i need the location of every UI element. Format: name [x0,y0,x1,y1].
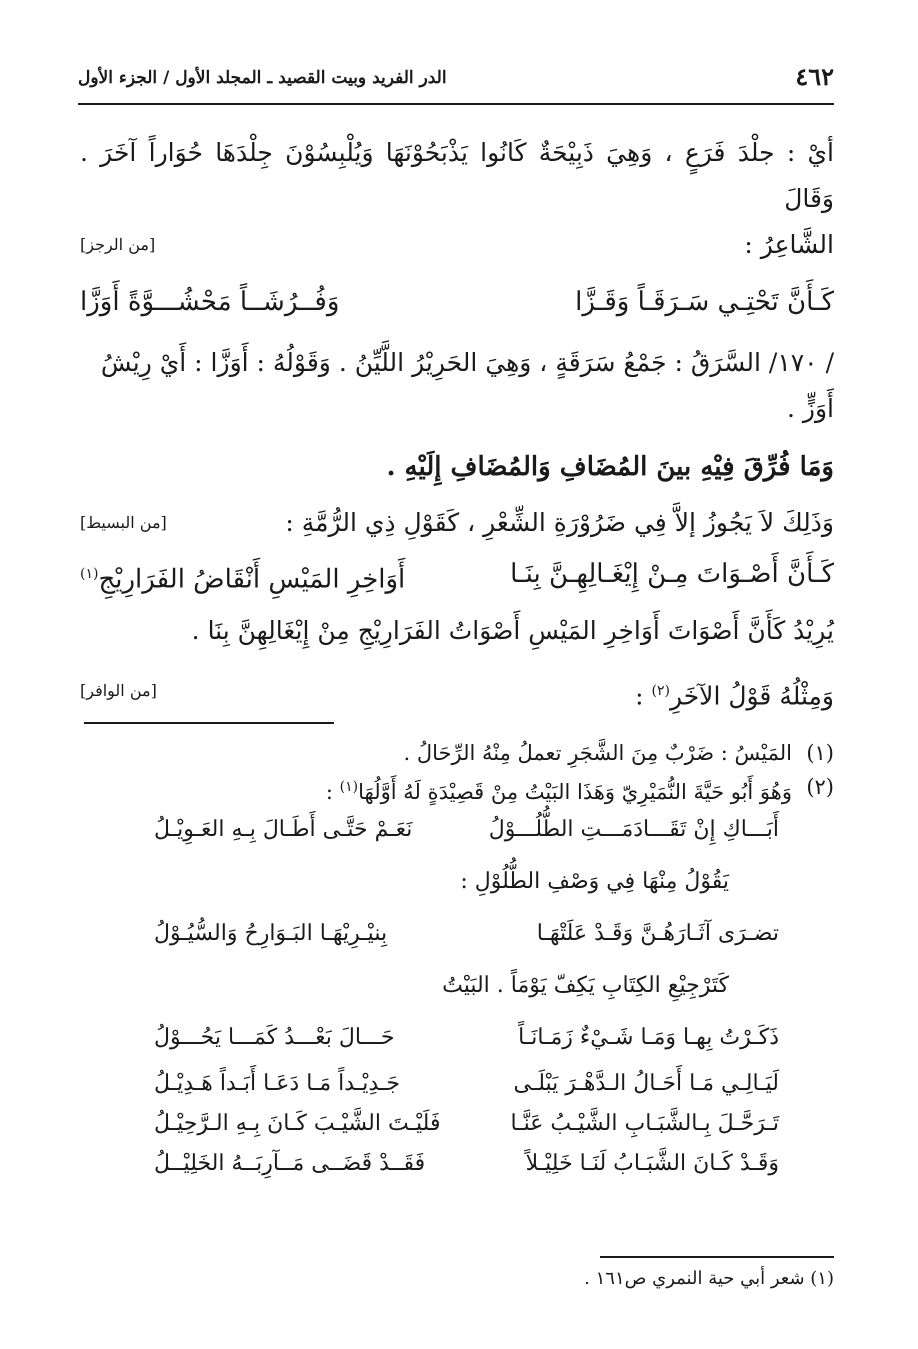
main-text [80,130,834,714]
footnote-rule [84,722,334,724]
paragraph-line: وَمِثْلُهُ قَوْلُ الآخَرِ$^{(٢)}$ : [من الوافر] [80,668,834,714]
footnote-prose: يَقُوْلُ مِنْهَا فِي وَصْفِ الطُّلُوْلِ : [460,869,729,894]
paragraph-line: يُرِيْدُ كَأَنَّ أَصْوَاتَ أَوَاخِرِ المَيْسِ أَصْوَاتُ الفَرَارِيْجِ مِنْ إِيْغَالِهِنَّ بِنَا . [191,616,834,645]
verse-line [80,274,834,330]
paragraph-line: وَذَلِكَ لاَ يَجُوزُ إلاَّ فِي ضَرُوْرَةِ الشِّعْرِ ، كَقَوْلِ ذِي الرُّمَّةِ : [من البسيط] [80,500,834,546]
page-header [78,60,834,100]
footnote-marker: (١) [80,566,99,582]
footnote-verse: تَـرَحَّـلَ بِـالشَّبَـابِ الشَّيْـبُ عَنَّـا فَلَيْـتَ الشَّيْـبَ كَـانَ بِـهِ الـرَّحِيْـلُ [154,1111,779,1136]
paragraph: / ١٧٠/ السَّرَقُ : جَمْعُ سَرَقَةٍ ، وَهِيَ الحَرِيْرُ اللَّيِّنُ . وَقَوْلُهُ : أَوَزَّا : أَيْ رِيْشُ [100,348,834,377]
footnote-marker: (١) [339,779,359,795]
footnote-verse: ذَكَـرْتُ بِهـا وَمَـا شَـيْءٌ زَمَـانَـاً حَـــالَ بَعْـــدُ كَمَـــا يَحُـــوْلُ [154,1025,779,1050]
paragraph-line: الشَّاعِرُ : [من الرجز] [80,222,834,268]
section-heading: وَمَا فُرِّقَ فِيْهِ بينَ المُضَافِ وَالمُضَافِ إِلَيْهِ . [386,452,834,482]
paragraph-line: أَوَزٍّ . [787,394,834,423]
header-rule [78,103,834,105]
verse-line [80,546,834,602]
footnote-verse: وَقَـدْ كَـانَ الشَّبَـابُ لَنَـا خَلِيْـلاً فَقَــدْ قَضَــى مَــآرِبَــهُ الخَلِيْــلُ [154,1151,779,1176]
verse-hemistich-first: كَـأَنَّ أَصْـوَاتَ مِـنْ إِيْغَـالِهِـنَّ بِنَـا [510,559,834,589]
footnote: (٢) وَهُوَ أَبُو حَيَّةَ النُّمَيْرِيّ وَهَذَا البَيْتُ مِنْ قَصِيْدَةٍ لَهُ أَوَّلُهَا$^{(١)}$ : [84,770,834,804]
subfootnote: (١) شعر أبي حية النمري ص١٦١ . [584,1268,834,1289]
footnote-number: (٢) [806,775,834,799]
verse-hemistich-second: أَوَاخِرِ المَيْسِ أَنْقَاضُ الفَرَارِيْجِ$^{(١)}$ [80,564,406,595]
meter-label: [من البسيط] [80,513,167,532]
footnote-prose: كَتَرْجِيْعِ الكِتَابِ يَكِفّ يَوْمَاً . البَيْتُ [442,973,729,998]
meter-label: [من الوافر] [80,681,157,700]
meter-label: [من الرجز] [80,235,156,254]
footnote-verse: تضـرَى آثَـارَهُـنَّ وَقَـدْ عَلَتْهَـا بِنيْـرِيْهَـا البَـوَارِحُ وَالسُّيُـوْلُ [154,921,779,946]
footnote: (١) المَيْسُ : ضَرْبٌ مِنَ الشَّجَرِ تعملُ مِنْهُ الرِّحَالُ . [84,736,834,770]
footnote-verse: أَبَـــاكِ إِنْ تَقَـــادَمَـــتِ الطُّلُـــوْلُ نَعَـمْ حَتَّـى أَطَـالَ بِـهِ العَـوِيْـلُ [154,817,779,842]
page-number: ٤٦٢ [795,62,834,91]
footnote-verse: لَيَـالِـي مَـا أَحَـالُ الـدَّهْـرَ يَبْلَـى جَـدِيْـداً مَـا دَعَـا أَبَـداً هَـدِيْـلُ [154,1071,779,1096]
verse-hemistich-first: كَـأَنَّ تَحْتِـي سَـرَقَـاً وَقَـزَّا [575,287,834,317]
footnotes [84,730,834,1184]
verse-hemistich-second: وَفُــرُشَــاً مَحْشُـــوَّةً أَوَزَّا [80,287,340,317]
paragraph: أيْ : جلْدَ فَرَعٍ ، وَهِيَ ذَبِيْحَةٌ كَانُوا يَذْبَحُوْنَهَا وَيُلْبِسُوْنَ جِلْدَهَا حُوَاراً آخَرَ . وَقَالَ [80,138,834,213]
footnote-marker: (٢) [651,683,670,699]
subfootnote-rule [600,1256,834,1258]
running-title: الدر الفريد وبيت القصيد ـ المجلد الأول / الجزء الأول [78,68,447,88]
footnote-number: (١) [806,741,834,765]
